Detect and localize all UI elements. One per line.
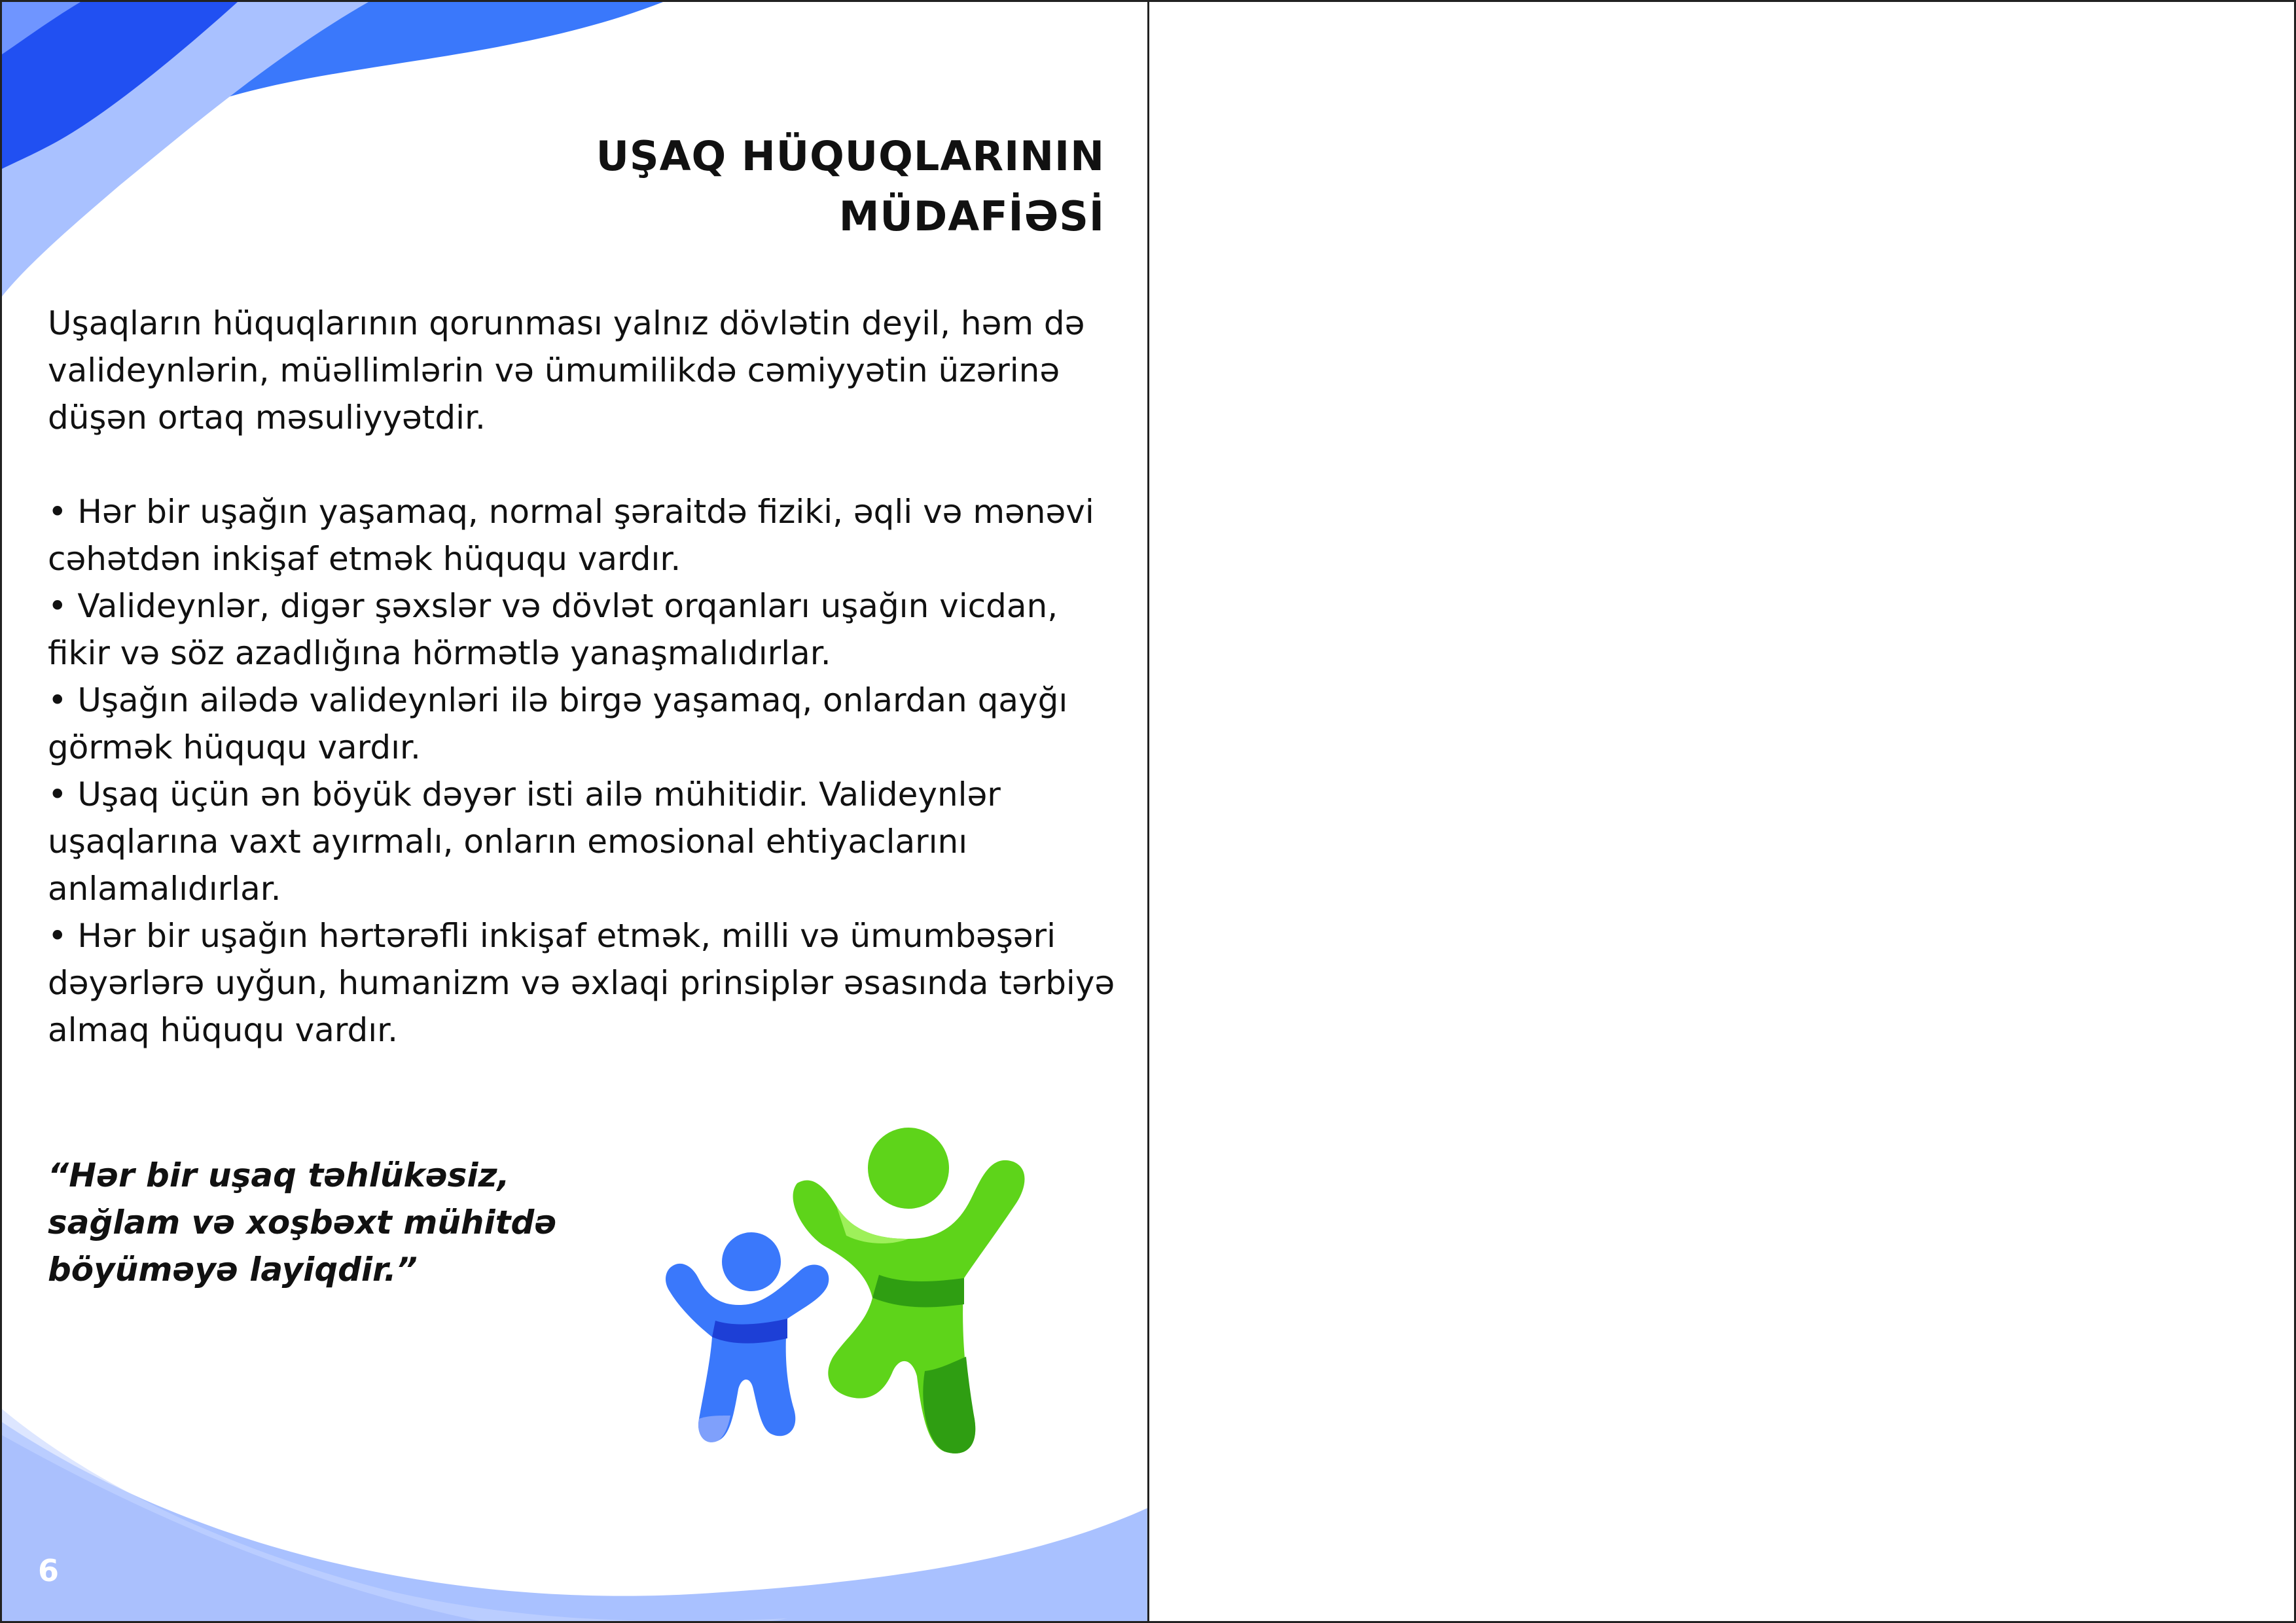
- body-text: [48, 300, 1121, 1054]
- children-jumping-icon: [656, 1128, 1036, 1507]
- bullet-item: • Uşaq üçün ən böyük dəyər isti ailə mühitidir. Valideynlər uşaqlarına vaxt ayırmalı, onların emosional ehtiyaclarını anlamalıdırlar.: [48, 776, 1001, 908]
- quote-line-2: sağlam və xoşbəxt mühitdə: [48, 1204, 557, 1241]
- intro-paragraph: Uşaqların hüquqlarının qorunması yalnız dövlətin deyil, həm də valideynlərin, müəllimlərin və ümumilikdə cəmiyyətin üzərinə düşən ortaq məsuliyyətdir.: [48, 304, 1085, 437]
- bullet-item: • Hər bir uşağın hərtərəfli inkişaf etmək, milli və ümumbəşəri dəyərlərə uyğun, humanizm və əxlaqi prinsiplər əsasında tərbiyə almaq hüququ vardır.: [48, 917, 1115, 1049]
- title-line-1: UŞAQ HÜQUQLARININ: [596, 132, 1105, 180]
- quote-line-1: “Hər bir uşaq təhlükəsiz,: [48, 1156, 510, 1194]
- bullet-item: • Hər bir uşağın yaşamaq, normal şəraitdə fiziki, əqli və mənəvi cəhətdən inkişaf etmək hüququ vardır.: [48, 493, 1094, 578]
- page-title: [319, 126, 1105, 247]
- quote-line-3: böyüməyə layiqdir.”: [48, 1251, 418, 1289]
- page-number: 6: [38, 1553, 60, 1588]
- bullet-item: • Valideynlər, digər şəxslər və dövlət orqanları uşağın vicdan, fikir və söz azadlığına hörmətlə yanaşmalıdırlar.: [48, 587, 1058, 672]
- left-page: [0, 0, 1147, 1623]
- title-line-2: MÜDAFİƏSİ: [838, 192, 1105, 240]
- right-page-blank: [1147, 0, 2296, 1623]
- quote: [48, 1152, 637, 1293]
- bullet-item: • Uşağın ailədə valideynləri ilə birgə yaşamaq, onlardan qayğı görmək hüququ vardır.: [48, 681, 1068, 766]
